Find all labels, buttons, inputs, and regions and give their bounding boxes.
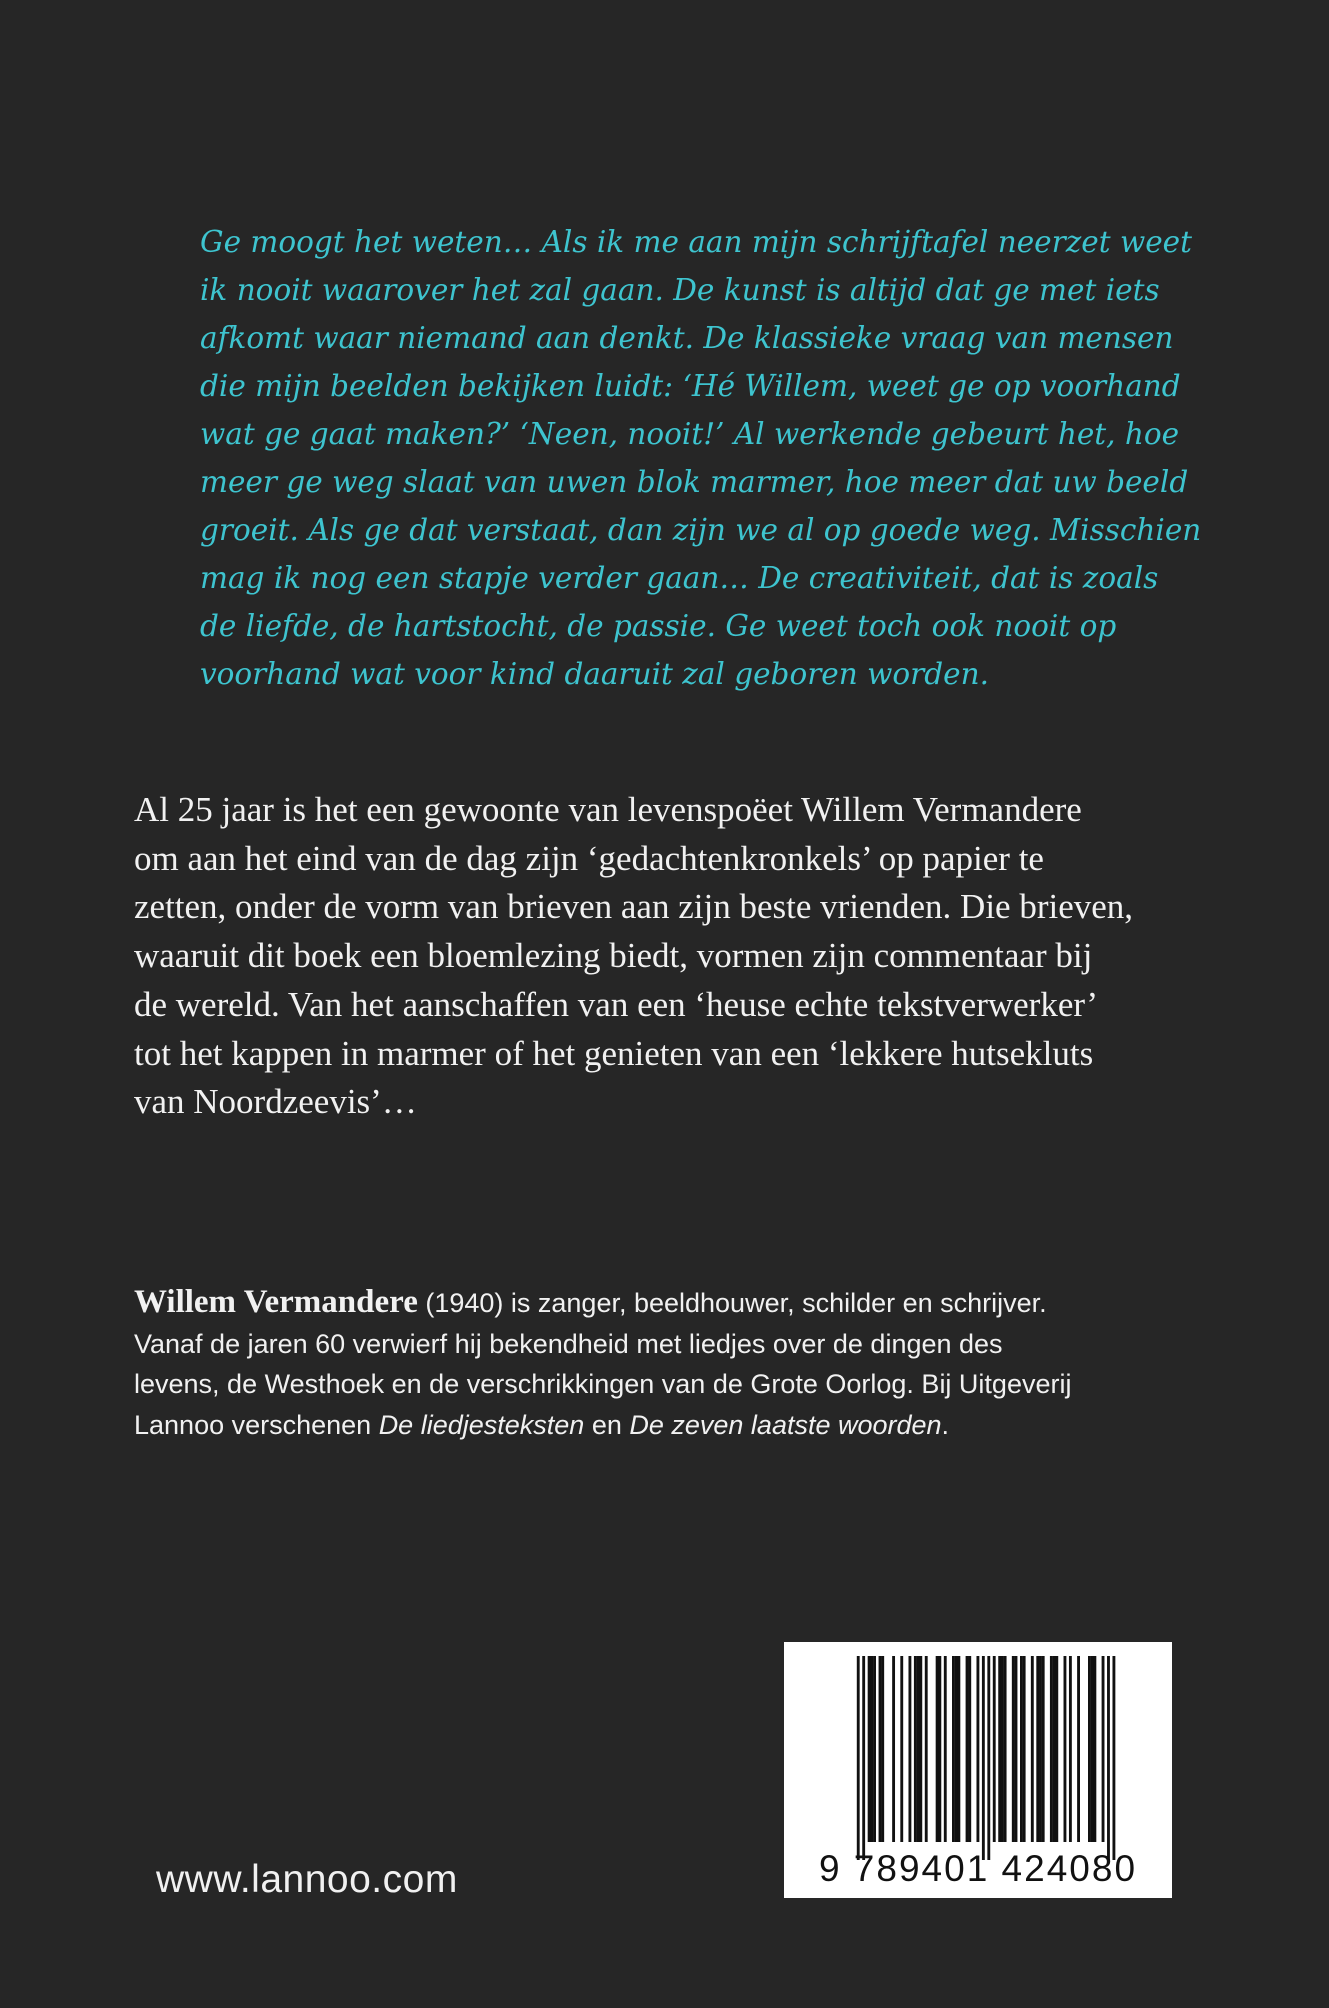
bio-line	[134, 1282, 1194, 1324]
barcode-bar	[1015, 1656, 1018, 1842]
barcode-bar	[857, 1656, 860, 1860]
barcode-bar	[1064, 1656, 1067, 1842]
barcode-bar	[966, 1656, 969, 1842]
barcode-bar	[1023, 1656, 1026, 1842]
barcode-bar	[1093, 1656, 1096, 1842]
barcode-bar	[1004, 1656, 1007, 1842]
barcode-bar	[1112, 1656, 1115, 1860]
blurb-line: van Noordzeevis’…	[134, 1082, 417, 1122]
quote-line: die mijn beelden bekijken luidt: ‘Hé Willem, weet ge op voorhand	[200, 369, 1181, 403]
barcode-bar	[925, 1656, 928, 1842]
quote-block	[200, 218, 1202, 698]
barcode-bar	[952, 1656, 955, 1842]
barcode-bar	[987, 1656, 990, 1860]
barcode-bar	[917, 1656, 920, 1842]
barcode-bar	[976, 1656, 979, 1842]
barcode-bar	[1020, 1656, 1023, 1842]
barcode-bar	[1012, 1656, 1015, 1842]
author-name: Willem Vermandere	[134, 1284, 418, 1320]
blurb-line: zetten, onder de vorm van brieven aan zijn beste vrienden. Die brieven,	[134, 887, 1134, 927]
blurb-line: waaruit dit boek een bloemlezing biedt, vormen zijn commentaar bij	[134, 936, 1093, 976]
isbn-barcode	[784, 1642, 1172, 1898]
blurb-line: tot het kappen in marmer of het genieten van een ‘lekkere hutsekluts	[134, 1033, 1094, 1073]
barcode-bar	[955, 1656, 958, 1842]
barcode-bar	[1077, 1656, 1080, 1842]
barcode-bar	[908, 1656, 911, 1842]
barcode-bar	[993, 1656, 996, 1842]
barcode-bar	[862, 1656, 865, 1860]
barcode-bar	[1088, 1656, 1091, 1842]
barcode-bar	[968, 1656, 971, 1842]
bio-line	[134, 1405, 1194, 1446]
quote-line: de liefde, de hartstocht, de passie. Ge weet toch ook nooit op	[200, 609, 1117, 643]
book-title: De zeven laatste woorden	[629, 1409, 942, 1440]
barcode-bar	[900, 1656, 903, 1842]
barcode-bar	[1107, 1656, 1110, 1860]
quote-line: ik nooit waarover het zal gaan. De kunst is altijd dat ge met iets	[200, 273, 1160, 307]
barcode-bar	[1039, 1656, 1042, 1842]
bio-text: en	[584, 1409, 630, 1440]
barcode-bar	[892, 1656, 895, 1842]
barcode-bar	[1036, 1656, 1039, 1842]
barcode-bar	[936, 1656, 939, 1842]
barcode-bar	[1050, 1656, 1053, 1842]
barcode-bar	[1069, 1656, 1072, 1842]
barcode-bar	[879, 1656, 882, 1842]
author-bio	[134, 1282, 1194, 1445]
bio-text: .	[941, 1409, 950, 1440]
bio-text: (1940) is zanger, beeldhouwer, schilder en schrijver.	[417, 1288, 1047, 1318]
barcode-bar	[881, 1656, 884, 1842]
barcode-bar	[1091, 1656, 1094, 1842]
quote-line: groeit. Als ge dat verstaat, dan zijn we al op goede weg. Misschien	[200, 513, 1202, 547]
barcode-bar	[870, 1656, 873, 1842]
barcode-bar	[919, 1656, 922, 1842]
barcode-bar	[944, 1656, 947, 1842]
barcode-bar	[938, 1656, 941, 1842]
publisher-website: www.lannoo.com	[156, 1858, 458, 1901]
barcode-bar	[914, 1656, 917, 1842]
bio-line: Vanaf de jaren 60 verwierf hij bekendheid met liedjes over de dingen des	[134, 1328, 1003, 1359]
quote-line: afkomt waar niemand aan denkt. De klassieke vraag van mensen	[200, 321, 1174, 355]
barcode-bar	[1031, 1656, 1034, 1842]
bio-line: levens, de Westhoek en de verschrikkingen van de Grote Oorlog. Bij Uitgeverij	[134, 1369, 1072, 1399]
barcode-bar	[982, 1656, 985, 1860]
barcode-bar	[1053, 1656, 1056, 1842]
quote-line: wat ge gaat maken?’ ‘Neen, nooit!’ Al werkende gebeurt het, hoe	[200, 417, 1180, 451]
barcode-bar	[957, 1656, 960, 1842]
quote-line: Ge moogt het weten… Als ik me aan mijn schrijftafel neerzet weet	[200, 225, 1192, 259]
blurb-line: de wereld. Van het aanschaffen van een ‘heuse echte tekstverwerker’	[134, 984, 1098, 1024]
isbn-number: 9 789401 424080	[818, 1848, 1138, 1889]
book-title: De liedjesteksten	[378, 1409, 585, 1440]
barcode-bar	[1001, 1656, 1004, 1842]
barcode-bar	[998, 1656, 1001, 1842]
quote-line: mag ik nog een stapje verder gaan… De creativiteit, dat is zoals	[200, 561, 1159, 595]
barcode-bar	[1042, 1656, 1045, 1842]
blurb-line: om aan het eind van de dag zijn ‘gedachtenkronkels’ op papier te	[134, 838, 1044, 878]
quote-line: voorhand wat voor kind daaruit zal geboren worden.	[200, 657, 989, 691]
bio-text: Lannoo verschenen	[134, 1409, 379, 1440]
barcode-bar	[1102, 1656, 1105, 1842]
quote-line: meer ge weg slaat van uwen blok marmer, hoe meer dat uw beeld	[200, 465, 1189, 499]
barcode-bar	[873, 1656, 876, 1842]
blurb-paragraph	[134, 786, 1194, 1127]
barcode-bar	[1055, 1656, 1058, 1842]
blurb-line: Al 25 jaar is het een gewoonte van levenspoëet Willem Vermandere	[134, 790, 1082, 829]
barcode-bar	[868, 1656, 871, 1842]
